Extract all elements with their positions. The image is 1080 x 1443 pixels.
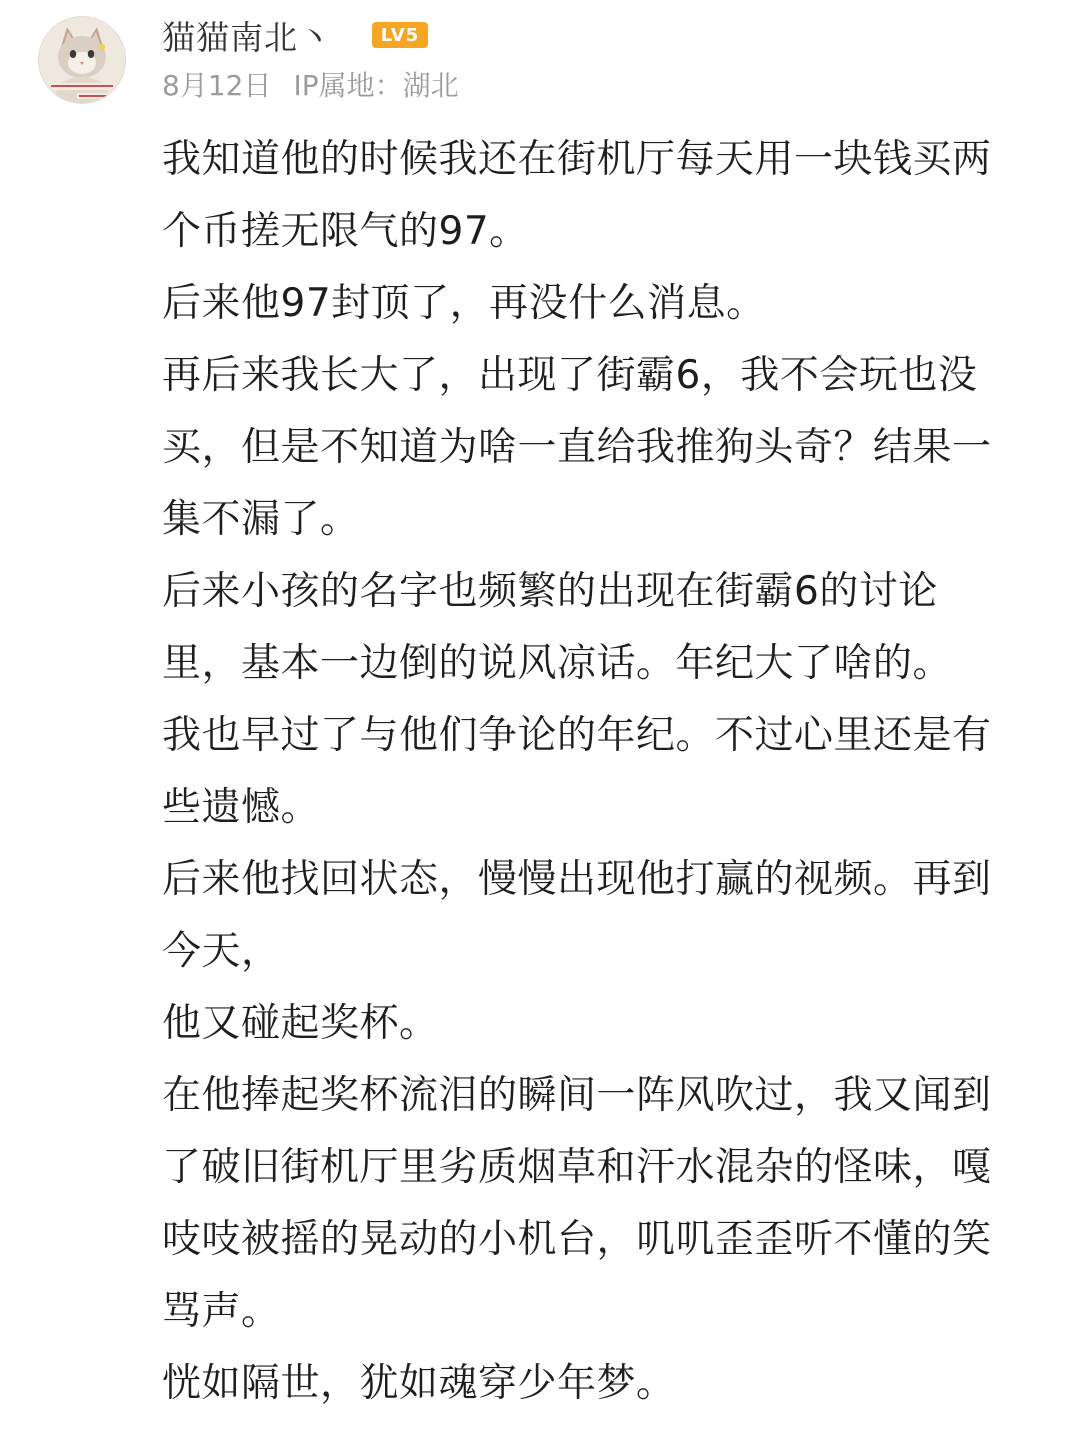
paragraph: 他又碰起奖杯。: [162, 1001, 439, 1046]
post-content: [162, 124, 1012, 1420]
paragraph: 后来他找回状态，慢慢出现他打赢的视频。再到今天，: [162, 857, 992, 974]
post-date: 8月12日: [162, 69, 272, 102]
paragraph: 后来小孩的名字也频繁的出现在街霸6的讨论里，基本一边倒的说风凉话。年纪大了啥的。: [162, 569, 953, 686]
author-row: [162, 12, 428, 58]
ip-location: IP属地：湖北: [293, 69, 459, 102]
level-badge: LV5: [372, 22, 428, 48]
paragraph: 后来他97封顶了，再没什么消息。: [162, 281, 766, 326]
post-meta: [162, 64, 459, 104]
paragraph: 恍如隔世，犹如魂穿少年梦。: [162, 1361, 676, 1406]
paragraph: 再后来我长大了，出现了街霸6，我不会玩也没买，但是不知道为啥一直给我推狗头奇？结果一集不漏了。: [162, 353, 992, 542]
paragraph: 在他捧起奖杯流泪的瞬间一阵风吹过，我又闻到了破旧街机厅里劣质烟草和汗水混杂的怪味，嘎吱吱被摇的晃动的小机台，叽叽歪歪听不懂的笑骂声。: [162, 1073, 992, 1334]
paragraph: 我也早过了与他们争论的年纪。不过心里还是有些遗憾。: [162, 713, 992, 830]
user-avatar[interactable]: [38, 16, 126, 104]
username[interactable]: 猫猫南北丶: [162, 17, 332, 57]
paragraph: 我知道他的时候我还在街机厅每天用一块钱买两个币搓无限气的97。: [162, 137, 992, 254]
cat-avatar-icon: [39, 17, 125, 103]
